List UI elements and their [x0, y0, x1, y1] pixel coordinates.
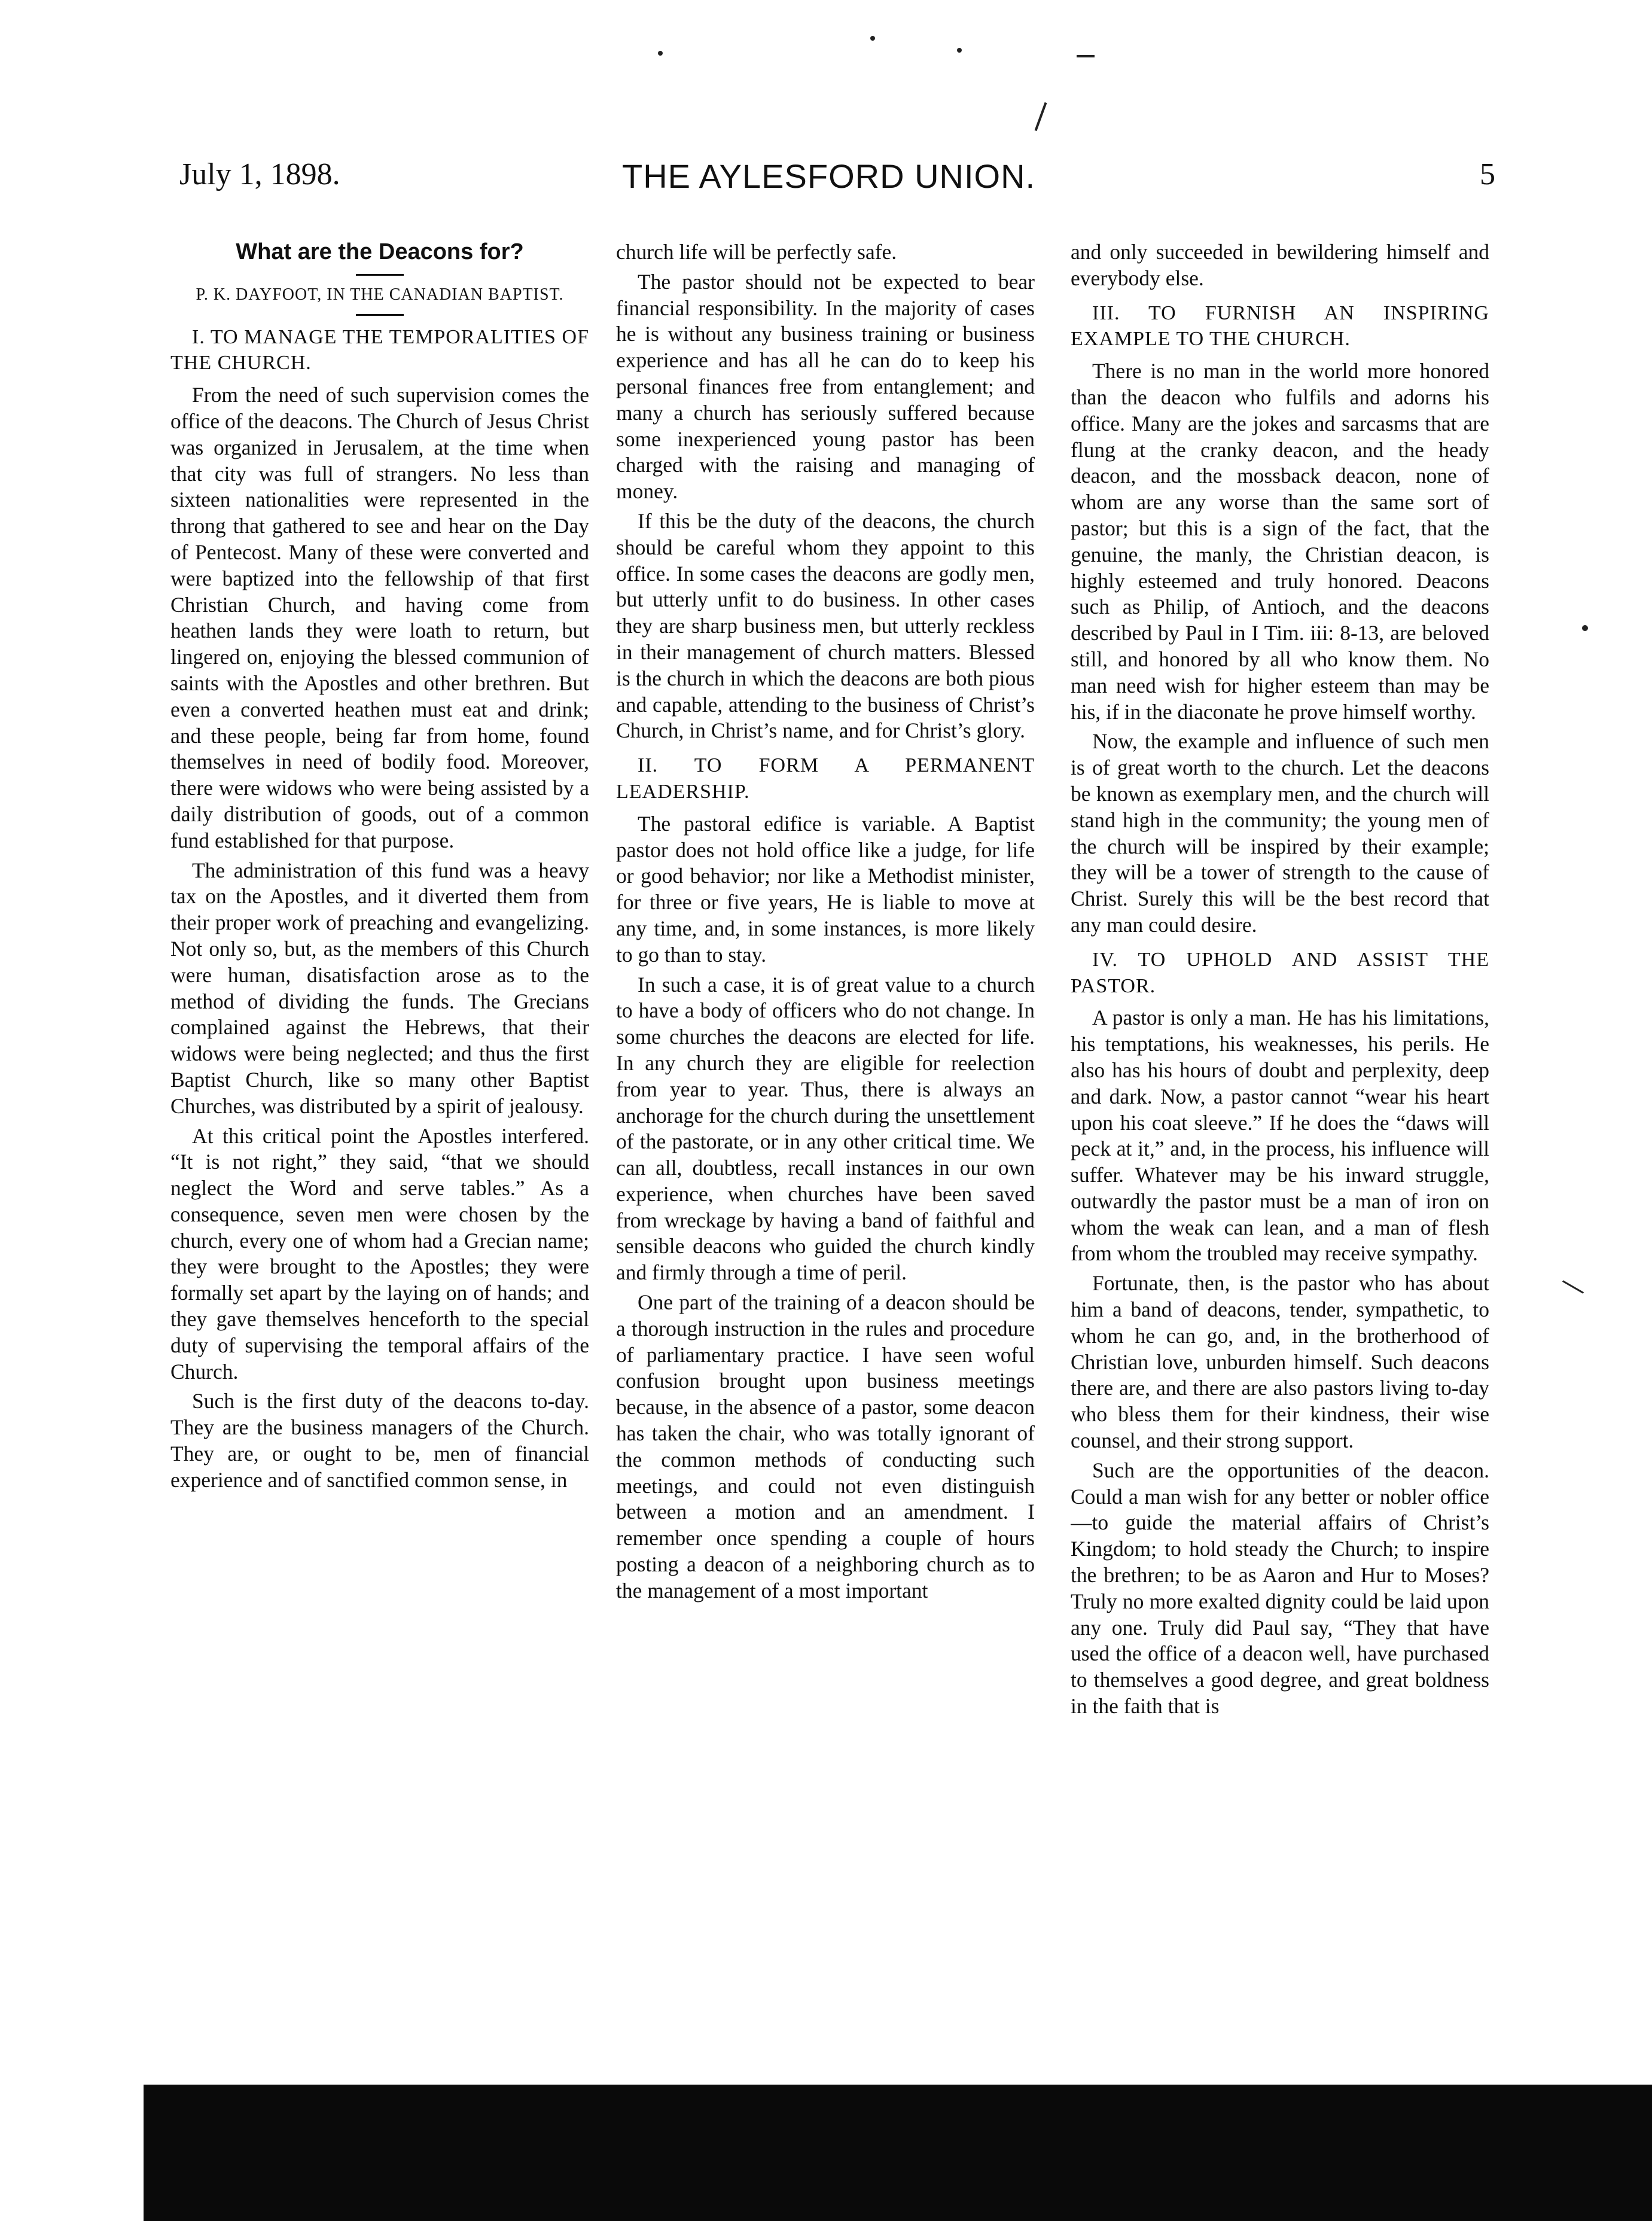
paragraph: A pastor is only a man. He has his limitations, his temptations, his weaknesses, his perils. He also has his hours of doubt and perplexity, deep and dark. Now, a pastor cannot “wear his heart upon his coat sleeve.” If he does the “daws will peck at it,” and, in the process, his influence will suffer. Whatever may be his inward struggle, outwardly the pastor must be a man of iron on whom the weak can lean, and a man of flesh from whom the troubled may receive sympathy.	[1071, 1006, 1489, 1266]
paragraph: Now, the example and influence of such men is of great worth to the church. Let the deacons be known as exemplary men, and the church will stand high in the community; the young men of the church will be inspired by their example; they will be a tower of strength to the cause of Christ. Surely this will be the best record that any man could desire.	[1071, 729, 1489, 937]
scan-edge-bar	[144, 2085, 1652, 2221]
column-3	[1071, 239, 1489, 2070]
scan-mark	[1077, 55, 1095, 57]
column-2	[616, 239, 1035, 2070]
paragraph: The administration of this fund was a heavy tax on the Apostles, and it diverted them from their proper work of preaching and evangelizing. Not only so, but, as the members of this Church were human, disatisfaction arose as to the method of dividing the funds. The Grecians complained against the Hebrews, that their widows were being neglected; and thus the first Baptist Church, like so many other Baptist Churches, was distributed by a spirit of jealousy.	[170, 858, 589, 1118]
scan-speck	[658, 51, 663, 56]
paragraph: Such is the first duty of the deacons to-day. They are the business managers of the Church. They are, or ought to be, men of financial experience and of sanctified common sense, in	[170, 1389, 589, 1492]
article-byline: P. K. DAYFOOT, IN THE CANADIAN BAPTIST.	[196, 285, 564, 304]
scan-speck	[1582, 625, 1588, 631]
paragraph: The pastoral edifice is variable. A Baptist pastor does not hold office like a judge, for life or good behavior; nor like a Methodist minister, for three or five years, He is liable to move at any time, and, in some instances, is more likely to go than to stay.	[616, 811, 1035, 967]
paragraph: Such are the opportunities of the deacon. Could a man wish for any better or nobler office—to guide the material affairs of Christ’s Kingdom; to hold steady the Church; to inspire the brethren; to be as Aaron and Hur to Moses? Truly no more exalted dignity could be laid upon any one. Truly did Paul say, “They that have used the office of a deacon well, have purchased to themselves a good degree, and great boldness in the faith that is	[1071, 1458, 1489, 1719]
section-heading: I. TO MANAGE THE TEMPORALITIES OF THE CHURCH.	[170, 325, 589, 374]
paragraph: If this be the duty of the deacons, the church should be careful whom they appoint to this office. In some cases the deacons are godly men, but utterly unfit to do business. In other cases they are sharp business men, but utterly reckless in their management of church matters. Blessed is the church in which the deacons are both pious and capable, attending to the business of Christ’s Church, in Christ’s name, and for Christ’s glory.	[616, 508, 1035, 743]
paragraph: In such a case, it is of great value to a church to have a body of officers who do not change. In some churches the deacons are elected for life. In any church they are eligible for reelection from year to year. Thus, there is always an anchorage for the church during the unsettlement of the pastorate, or in any other critical time. We can all, doubtless, recall instances in our own experience, when churches have been saved from wreckage by having a band of faithful and sensible deacons who guided the church kindly and firmly through a time of peril.	[616, 972, 1035, 1285]
scan-mark	[1562, 1280, 1584, 1294]
section-heading: III. TO FURNISH AN INSPIRING EXAMPLE TO THE CHURCH.	[1071, 301, 1489, 351]
section-heading: II. TO FORM A PERMANENT LEADERSHIP.	[616, 754, 1035, 803]
scan-mark	[1035, 102, 1047, 131]
scan-speck	[957, 48, 962, 53]
title-rule	[356, 274, 404, 276]
section-heading: IV. TO UPHOLD AND ASSIST THE PASTOR.	[1071, 948, 1489, 997]
paragraph: church life will be perfectly safe.	[616, 240, 897, 264]
paragraph: From the need of such supervision comes the office of the deacons. The Church of Jesus Christ was organized in Jerusalem, at the time when that city was full of strangers. No less than sixteen nationalities were represented in the throng that gathered to see and hear on the Day of Pentecost. Many of these were converted and were baptized into the fellowship of that first Christian Church, and having come from heathen lands they were loath to return, but lingered on, enjoying the blessed communion of saints with the Apostles and other brethren. But even a converted heathen must eat and drink; and these people, being far from home, found themselves in need of bodily food. Moreover, there were widows who were being assisted by a daily distribution of goods, out of a common fund established for that purpose.	[170, 383, 589, 852]
paragraph: Fortunate, then, is the pastor who has about him a band of deacons, tender, sympathetic, to whom he can go, and, in the brotherhood of Christian love, unburden himself. Such deacons there are, and there are also pastors living to-day who bless them for their kindness, their wise counsel, and their strong support.	[1071, 1271, 1489, 1453]
byline-rule	[356, 314, 404, 316]
page-header	[179, 157, 1495, 205]
paragraph: and only succeeded in bewildering himself and everybody else.	[1071, 240, 1489, 290]
paragraph: There is no man in the world more honored than the deacon who fulfils and adorns his office. Many are the jokes and sarcasms that are flung at the cranky deacon, and the heady deacon, and the mossback deacon, none of whom are any worse than the same sort of pastor; but this is a sign of the fact, that the genuine, the manly, the Christian deacon, is highly esteemed and truly honored. Deacons such as Philip, of Antioch, and the deacons described by Paul in I Tim. iii: 8-13, are beloved still, and honored by all who know them. No man need wish for higher esteem than may be his, if in the diaconate he prove himself worthy.	[1071, 359, 1489, 724]
issue-date: July 1, 1898.	[179, 157, 340, 191]
column-1	[170, 239, 589, 2070]
paragraph: One part of the training of a deacon should be a thorough instruction in the rules and procedure of parliamentary practice. I have seen woful confusion brought upon business meetings because, in the absence of a pastor, some deacon has taken the chair, who was totally ignorant of the common methods of conducting such meetings, and could not even distinguish between a motion and an amendment. I remember once spending a couple of hours posting a deacon of a neighboring church as to the management of a most important	[616, 1290, 1035, 1602]
page-number: 5	[1480, 157, 1495, 191]
scan-speck	[870, 36, 875, 41]
newspaper-title: THE AYLESFORD UNION.	[622, 157, 1036, 195]
paragraph: The pastor should not be expected to bear financial responsibility. In the majority of cases he is without any business training or business experience and has all he can do to keep his personal finances free from entanglement; and many a church has seriously suffered because some inexperienced young pastor has been charged with the raising and managing of money.	[616, 269, 1035, 504]
paragraph: At this critical point the Apostles interfered. “It is not right,” they said, “that we should neglect the Word and serve tables.” As a consequence, seven men were chosen by the church, every one of whom had a Grecian name; they were brought to the Apostles; they were formally set apart by the laying on of hands; and they gave themselves henceforth to the special duty of supervising the temporal affairs of the Church.	[170, 1123, 589, 1384]
article-title: What are the Deacons for?	[236, 239, 524, 264]
